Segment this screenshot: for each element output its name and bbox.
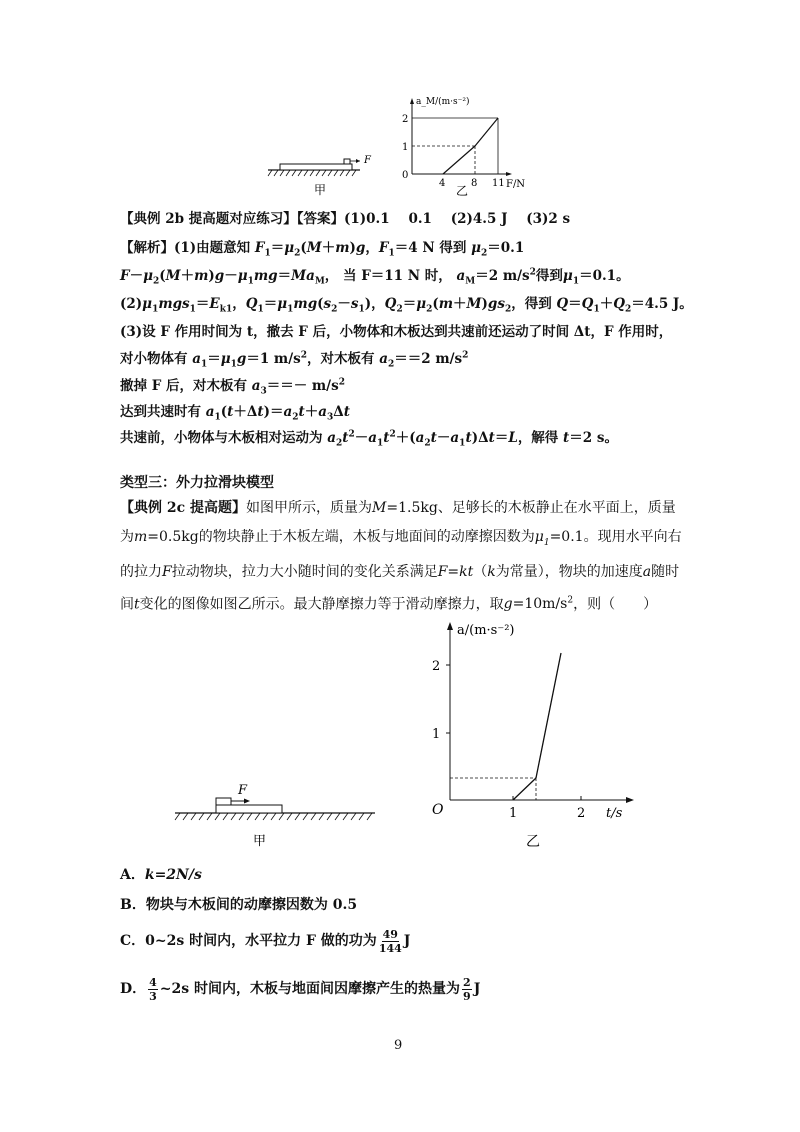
option-b-text: 物块与木板间的动摩擦因数为 0.5 <box>145 897 358 913</box>
top-x-tick-11: 11 <box>492 178 505 189</box>
analysis-l8-text: 共速前，小物体与木板相对运动为 <box>120 430 323 446</box>
section3-title: 类型三：外力拉滑块模型 <box>120 475 274 491</box>
option-b[interactable] <box>120 894 357 914</box>
option-d-fraction-1 <box>148 976 158 1003</box>
analysis-l2-formula-b: $a_M=2$ $m/s^2$ <box>456 267 536 287</box>
analysis-l3-text: 得到 <box>524 296 552 312</box>
analysis-l5-formula: $a_1=\mu_1g=1$ $m/s^2$ <box>192 350 308 370</box>
option-c-text: 0~2s 时间内，水平拉力 F 做的功为 <box>145 933 377 949</box>
top-label-yi: 乙 <box>456 184 469 198</box>
bottom-graph <box>446 622 634 803</box>
bottom-board-diagram <box>175 798 375 820</box>
problem-mu1: $\mu_1=0.1$ <box>534 529 584 548</box>
analysis-l3-formula-b: $Q=Q_1+Q_2=4.5$ J。 <box>556 296 693 315</box>
option-c[interactable] <box>120 924 410 958</box>
option-c-unit: J <box>403 933 411 949</box>
top-x-tick-4: 4 <box>439 178 446 189</box>
problem-part-3: 的物块静止于木板左端，木板与地面间的动摩擦因数为 <box>198 529 535 545</box>
bottom-x-axis-label: t/s <box>606 806 623 821</box>
analysis-line-6 <box>120 374 345 397</box>
bottom-x-tick-2: 2 <box>577 806 586 821</box>
option-d-text: ~2s 时间内，木板与地面间因摩擦产生的热量为 <box>159 981 461 997</box>
problem-mass-block: m=0.5kg <box>134 529 199 545</box>
top-x-tick-8: 8 <box>471 178 478 189</box>
page-number: 9 <box>394 1038 403 1053</box>
option-d-fraction-2 <box>462 976 472 1003</box>
bottom-x-tick-1: 1 <box>509 806 518 821</box>
option-d-unit: J <box>473 981 481 997</box>
analysis-l8-text2: ，解得 <box>517 430 559 446</box>
top-graph <box>410 98 512 176</box>
bottom-y-tick-2: 2 <box>432 659 441 674</box>
problem-force-symbol: F <box>162 563 172 580</box>
top-x-axis-label: F/N <box>506 179 526 190</box>
top-force-label: F <box>364 155 371 166</box>
bottom-y-tick-1: 1 <box>432 727 441 742</box>
option-a[interactable] <box>120 864 202 884</box>
analysis-line-5 <box>120 347 468 370</box>
problem-k-symbol: k <box>487 563 496 580</box>
option-a-text: k=2N/s <box>144 867 202 883</box>
top-origin-label: 0 <box>402 170 409 181</box>
analysis-l6-formula: $a_3==- m/s^2$ <box>251 377 345 397</box>
problem-part-8: 随时间 <box>120 563 680 613</box>
bottom-label-yi: 乙 <box>526 834 540 850</box>
top-figure <box>260 90 540 202</box>
option-d[interactable] <box>120 972 480 1006</box>
option-d-denominator-1: 3 <box>149 989 157 1003</box>
problem-part-7: 为常量），物块的加速度 <box>495 563 643 580</box>
problem-force-law: F=kt <box>437 563 474 580</box>
analysis-l6-text: 撤掉 F 后，对木板有 <box>120 378 247 394</box>
option-c-label: C． <box>120 933 146 949</box>
problem-part-2: 、足够长的木板静止在水平面上，质量为 <box>120 500 676 545</box>
analysis-l1-prefix: (1)由题意知 <box>174 240 251 256</box>
bottom-figure <box>160 618 640 856</box>
analysis-line-7 <box>120 400 350 423</box>
bottom-origin-label: O <box>432 802 444 818</box>
problem-part-9: 变化的图像如图乙所示。最大静摩擦力等于滑动摩擦力，取 <box>139 596 504 613</box>
analysis-l2-formula: $F-\mu_2(M+m)g-\mu_1mg=Ma_M$， <box>120 268 339 287</box>
answer-line <box>120 207 570 227</box>
analysis-l2-formula-c: $\mu_1=0.1$。 <box>562 268 630 287</box>
option-c-fraction <box>379 928 402 955</box>
top-y-tick-1: 1 <box>402 142 409 153</box>
problem-part-6: （ <box>473 563 488 580</box>
problem-part-10: ，则（ ） <box>573 596 658 613</box>
option-d-numerator-2: 2 <box>463 975 471 989</box>
analysis-line-4: (3)设 F 作用时间为 t，撤去 F 后，小物体和木板达到共速前还运动了时间 Δt，F 作用时， <box>120 324 673 340</box>
problem-a-symbol: a <box>642 563 652 580</box>
top-board-diagram <box>268 159 360 176</box>
analysis-l5-formula-b: $a_2==2$ $m/s^2$ <box>379 350 469 370</box>
problem-part-4: 。现用水平向右的拉力 <box>120 529 682 580</box>
analysis-l7-text: 达到共速时有 <box>120 404 201 420</box>
bottom-label-jia: 甲 <box>253 834 267 849</box>
analysis-l2-text2: 得到 <box>535 268 563 284</box>
option-d-denominator-2: 9 <box>463 989 471 1003</box>
bottom-force-label: F <box>238 783 248 798</box>
top-y-axis-label: a_M/(m·s⁻²) <box>416 97 470 107</box>
section3-problem <box>120 494 682 619</box>
answer-values: (1)0.1 0.1 (2)4.5 J (3)2 s <box>343 211 571 227</box>
option-b-label: B． <box>120 897 146 913</box>
analysis-heading: 【解析】 <box>120 240 174 256</box>
analysis-line-3 <box>120 292 693 315</box>
analysis-l8-formula: $a_2t^2-a_1t^2+(a_2t-a_1t)\Delta t=L$ <box>327 429 518 449</box>
analysis-line-2 <box>120 264 630 287</box>
top-label-jia: 甲 <box>314 183 327 197</box>
option-d-numerator-1: 4 <box>149 975 157 989</box>
section3-heading: 【典例 2c 提高题】 <box>120 500 247 516</box>
analysis-l8-formula-b: t＝2 s。 <box>563 430 618 446</box>
option-d-label: D． <box>120 981 147 997</box>
problem-part-1: 如图甲所示，质量为 <box>246 500 373 516</box>
analysis-l2-text: 当 F＝11 N 时， <box>343 268 452 284</box>
problem-gravity: $g=10m/s^2$ <box>503 595 574 613</box>
analysis-l5-text2: ，对木板有 <box>307 351 375 367</box>
bottom-y-axis-label: a/(m·s⁻²) <box>457 623 515 638</box>
problem-mass-board: M=1.5kg <box>372 500 438 516</box>
problem-part-5: 拉动物块，拉力大小随时间的变化关系满足 <box>171 563 438 580</box>
option-c-denominator: 144 <box>378 941 402 955</box>
analysis-l5-text: 对小物体有 <box>120 351 188 367</box>
analysis-line-8 <box>120 426 618 449</box>
problem-t-symbol: t <box>134 596 140 613</box>
option-c-numerator: 49 <box>382 927 398 941</box>
option-a-label: A． <box>120 867 145 883</box>
analysis-l3-formula: $(2)\mu_1mgs_1=E_{k1}$，$Q_1=\mu_1mg(s_2-s_1)$，$Q_2=\mu_2(m+M)gs_2$， <box>120 296 525 315</box>
answer-heading: 【典例 2b 提高题对应练习】【答案】 <box>120 211 344 227</box>
analysis-line-1 <box>120 236 524 259</box>
analysis-l7-formula: $a_1(t+\Delta t)=a_2t+a_3\Delta t$ <box>205 404 350 423</box>
analysis-l1-formula: $F_1=\mu_2(M+m)g$，$F_1=4$ N 得到 $\mu_2=0.1$ <box>254 240 525 259</box>
top-y-tick-2: 2 <box>402 114 409 125</box>
